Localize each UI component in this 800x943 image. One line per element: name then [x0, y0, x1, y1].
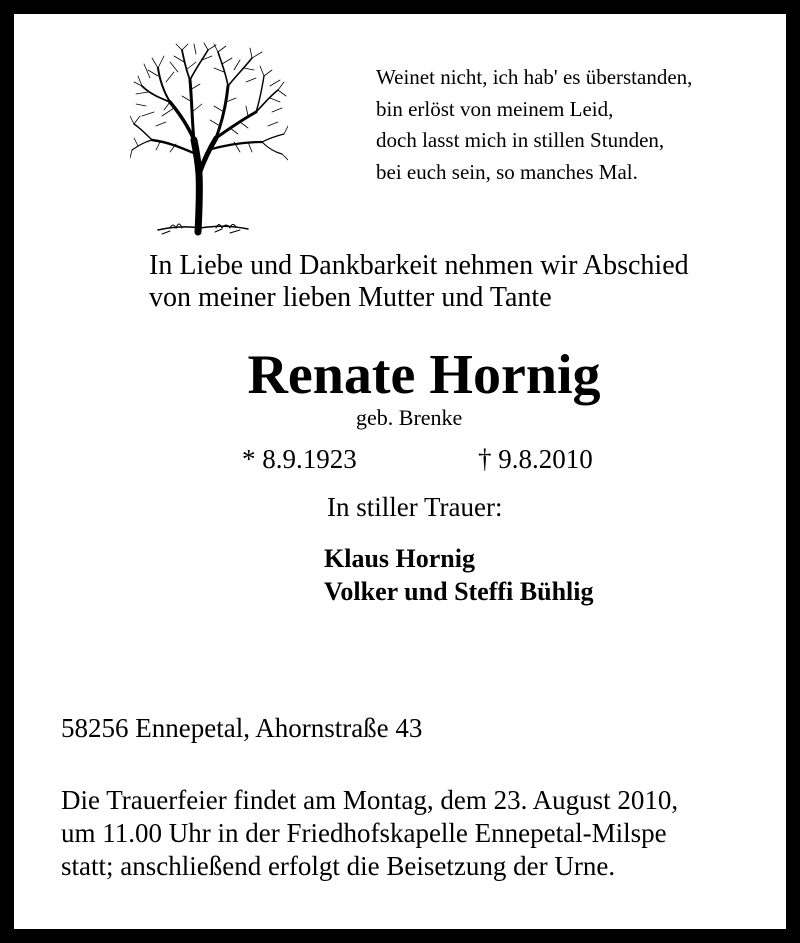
mourners-list [324, 542, 593, 608]
birth-name: geb. Brenke [356, 405, 463, 430]
intro-line: In Liebe und Dankbarkeit nehmen wir Abschied [149, 250, 689, 281]
service-info [61, 784, 678, 883]
birth-date: * 8.9.1923 [242, 444, 357, 474]
service-line: um 11.00 Uhr in der Friedhofskapelle Ennepetal-Milspe [61, 818, 667, 848]
deceased-name: Renate Hornig [247, 344, 601, 406]
poem-line: Weinet nicht, ich hab' es überstanden, [376, 65, 693, 89]
service-line: statt; anschließend erfolgt die Beisetzung der Urne. [61, 851, 616, 881]
poem-line: bin erlöst von meinem Leid, [376, 96, 614, 121]
mourner-name: Klaus Hornig [324, 544, 475, 573]
poem [376, 62, 692, 188]
bare-tree-icon [130, 42, 288, 240]
intro-line: von meiner lieben Mutter und Tante [149, 282, 552, 313]
poem-line: bei euch sein, so manches Mal. [376, 159, 638, 184]
service-line: Die Trauerfeier findet am Montag, dem 23. August 2010, [61, 785, 679, 815]
mourning-heading: In stiller Trauer: [327, 492, 503, 522]
mourner-name: Volker und Steffi Bühlig [324, 577, 594, 606]
intro-text [149, 250, 689, 314]
poem-line: doch lasst mich in stillen Stunden, [376, 128, 665, 152]
death-date: † 9.8.2010 [478, 444, 593, 474]
address: 58256 Ennepetal, Ahornstraße 43 [61, 713, 423, 743]
